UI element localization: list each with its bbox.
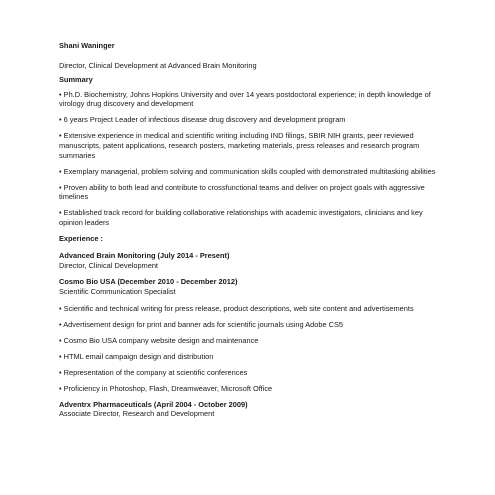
job-bullet: • Advertisement design for print and banner ads for scientific journals using Adobe CS5	[59, 319, 344, 329]
experience-heading: Experience :	[59, 233, 103, 243]
job-company: Advanced Brain Monitoring (July 2014 - Present)	[59, 251, 230, 261]
summary-bullet: • Extensive experience in medical and scientific writing including IND filings, SBIR NIH grants, peer reviewed manuscripts, patent applications, research posters, marketing materials, press releases and research program summaries	[59, 131, 420, 160]
job-bullet: • HTML email campaign design and distribution	[59, 351, 214, 361]
job-bullet: • Cosmo Bio USA company website design and maintenance	[59, 335, 259, 345]
job-role: Associate Director, Research and Development	[59, 409, 215, 419]
summary-bullet: • 6 years Project Leader of infectious disease drug discovery and development program	[59, 115, 346, 125]
summary-bullet: • Proven ability to both lead and contribute to crossfunctional teams and deliver on project goals with aggressive timelines	[59, 182, 425, 202]
job-bullet: • Scientific and technical writing for press release, product descriptions, web site content and advertisements	[59, 303, 414, 313]
summary-bullet: • Ph.D. Biochemistry, Johns Hopkins University and over 14 years postdoctoral experience; in depth knowledge of virology drug discovery and development	[59, 89, 431, 109]
summary-bullet: • Established track record for building collaborative relationships with academic investigators, clinicians and key opinion leaders	[59, 208, 423, 227]
resume-content	[59, 41, 439, 419]
job-role: Scientific Communication Specialist	[59, 287, 176, 297]
job-bullet: • Representation of the company at scientific conferences	[59, 367, 248, 377]
summary-heading: Summary	[59, 75, 93, 85]
summary-bullet: • Exemplary managerial, problem solving and communication skills coupled with demonstrated multitasking abilities	[59, 166, 436, 176]
job-bullet: • Proficiency in Photoshop, Flash, Dreamweaver, Microsoft Office	[59, 383, 273, 393]
job-company: Adventrx Pharmaceuticals (April 2004 - October 2009)	[59, 399, 248, 409]
candidate-name: Shani Waninger	[59, 41, 115, 50]
job-role: Director, Clinical Development	[59, 260, 158, 270]
job-company: Cosmo Bio USA (December 2010 - December 2012)	[59, 277, 238, 287]
candidate-headline: Director, Clinical Development at Advanced Brain Monitoring	[59, 60, 257, 70]
